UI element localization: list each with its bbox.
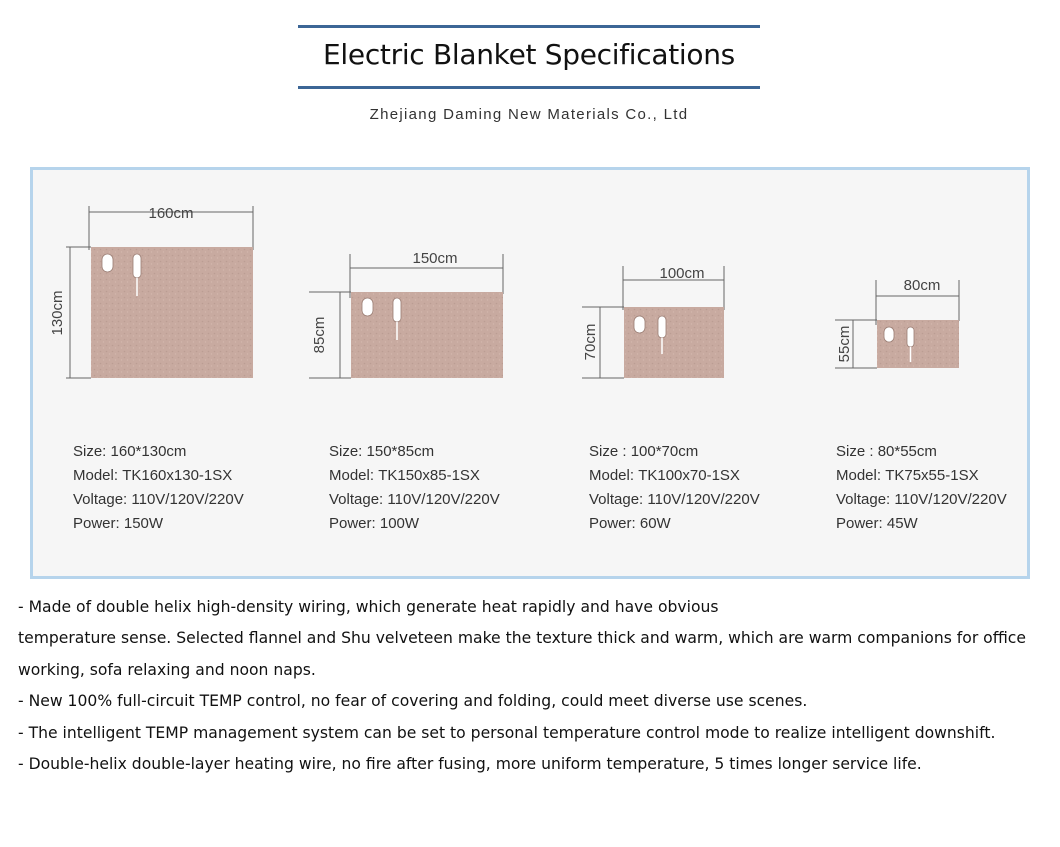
size-label: Size: xyxy=(73,443,107,460)
power-label: Power: xyxy=(329,515,376,532)
power-value: 150W xyxy=(123,515,164,532)
size-value: 100*70cm xyxy=(630,443,699,460)
feature-description xyxy=(18,592,1054,780)
title-rule-top xyxy=(298,25,760,28)
feature-line: - The intelligent TEMP management system can be set to personal temperature control mode to realize intelligent downshift. xyxy=(18,723,996,742)
voltage-value: 110V/120V/220V xyxy=(387,491,500,508)
model-label: Model: xyxy=(836,467,882,484)
voltage-label: Voltage: xyxy=(589,491,644,508)
blanket-1-diagram xyxy=(66,206,253,378)
blanket-4-width-label: 80cm xyxy=(903,277,941,294)
model-label: Model: xyxy=(73,467,119,484)
size-value: 150*85cm xyxy=(366,443,435,460)
spec-panel xyxy=(30,167,1030,579)
blanket-3-width-label: 100cm xyxy=(659,265,705,282)
power-value: 100W xyxy=(379,515,420,532)
feature-line: temperature sense. Selected flannel and Shu velveteen make the texture thick and warm, which are warm companions for office working, sofa relaxing and noon naps. xyxy=(18,629,1026,679)
blanket-3-diagram xyxy=(582,266,724,378)
size-label: Size : xyxy=(589,443,627,460)
blanket-2-height-label: 85cm xyxy=(311,316,328,354)
feature-line: - Made of double helix high-density wiring, which generate heat rapidly and have obvious xyxy=(18,598,719,616)
size-label: Size : xyxy=(836,443,874,460)
model-label: Model: xyxy=(589,467,635,484)
model-value: TK150x85-1SX xyxy=(378,467,480,484)
voltage-label: Voltage: xyxy=(836,491,891,508)
feature-line: - Double-helix double-layer heating wire, no fire after fusing, more uniform temperature, 5 times longer service life. xyxy=(18,755,922,774)
blanket-1-specs xyxy=(73,440,244,536)
size-value: 80*55cm xyxy=(877,443,937,460)
power-label: Power: xyxy=(836,515,883,532)
blanket-1-height-label: 130cm xyxy=(49,290,66,336)
power-value: 60W xyxy=(639,515,671,532)
blanket-4-height-label: 55cm xyxy=(836,325,853,363)
size-value: 160*130cm xyxy=(110,443,187,460)
title-rule-bottom xyxy=(298,86,760,89)
company-name: Zhejiang Daming New Materials Co., Ltd xyxy=(369,106,689,123)
model-label: Model: xyxy=(329,467,375,484)
model-value: TK160x130-1SX xyxy=(122,467,233,484)
blanket-1-width-label: 160cm xyxy=(148,205,194,222)
power-value: 45W xyxy=(886,515,918,532)
model-value: TK100x70-1SX xyxy=(638,467,740,484)
blanket-2-diagram xyxy=(309,254,503,378)
voltage-value: 110V/120V/220V xyxy=(131,491,244,508)
blanket-2-specs xyxy=(329,440,500,536)
feature-line: - New 100% full-circuit TEMP control, no fear of covering and folding, could meet diverse use scenes. xyxy=(18,692,808,711)
power-label: Power: xyxy=(73,515,120,532)
size-label: Size: xyxy=(329,443,363,460)
blanket-3-height-label: 70cm xyxy=(582,323,599,361)
voltage-label: Voltage: xyxy=(73,491,128,508)
blanket-4-diagram xyxy=(835,280,959,368)
model-value: TK75x55-1SX xyxy=(885,467,979,484)
voltage-value: 110V/120V/220V xyxy=(894,491,1007,508)
power-label: Power: xyxy=(589,515,636,532)
voltage-label: Voltage: xyxy=(329,491,384,508)
blanket-3-specs xyxy=(589,440,760,536)
voltage-value: 110V/120V/220V xyxy=(647,491,760,508)
blanket-2-width-label: 150cm xyxy=(412,250,458,267)
blanket-1 xyxy=(91,247,253,378)
blanket-2 xyxy=(351,292,503,378)
page-title: Electric Blanket Specifications xyxy=(323,38,735,71)
blanket-4-specs xyxy=(836,440,1007,536)
